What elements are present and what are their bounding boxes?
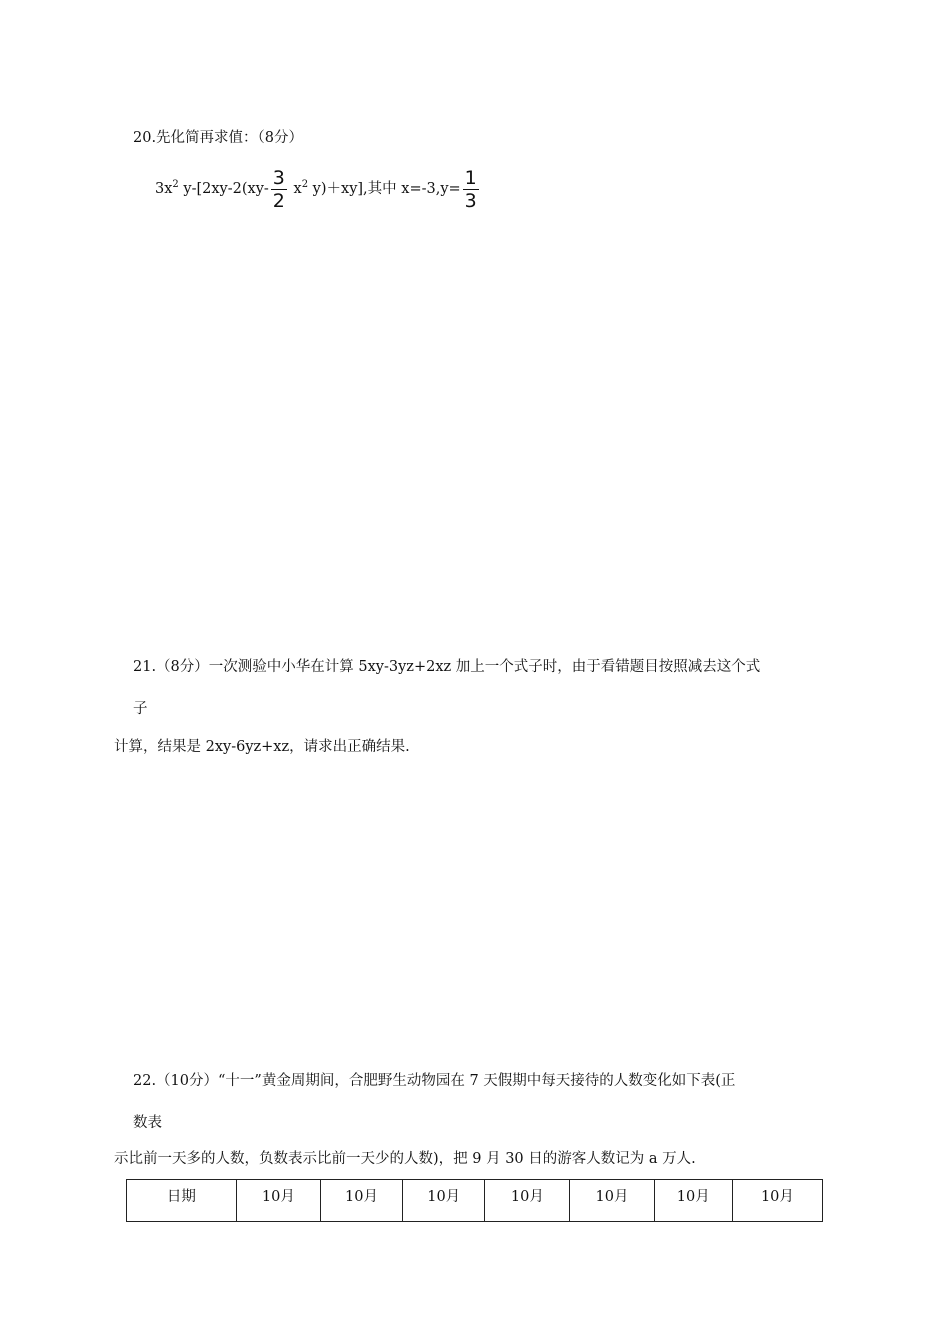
table-header-cell: 10月 [403,1180,485,1222]
table-header-cell: 10月 [654,1180,732,1222]
table-header-cell: 10月 [732,1180,822,1222]
fraction-numerator: 1 [464,166,477,189]
fraction-numerator: 3 [272,166,285,189]
fraction-denominator: 2 [272,189,285,212]
fraction-denominator: 3 [464,189,477,212]
question-20-expression [155,162,481,212]
table-header-cell: 日期 [127,1180,237,1222]
question-22-line-1: 22.（10分）“十一”黄金周期间，合肥野生动物园在 7 天假期中每天接待的人数变化如下表(正 [133,1073,736,1089]
expr-superscript-1: 2 [172,179,179,190]
fraction-one-third [463,167,479,212]
table-header-cell: 10月 [570,1180,654,1222]
table-header-row [127,1180,823,1222]
visitor-change-table [126,1179,823,1222]
question-20-heading: 20.先化简再求值：（8分） [133,130,304,146]
table-header-cell: 10月 [236,1180,320,1222]
fraction-three-halves [271,167,287,212]
table-header-cell: 10月 [485,1180,570,1222]
question-21-line-1: 21.（8分）一次测验中小华在计算 5xy-3yz+2xz 加上一个式子时，由于看错题目按照减去这个式 [133,659,761,675]
question-21-line-2: 子 [133,701,148,717]
question-22-line-2: 数表 [133,1115,162,1131]
table-header-cell: 10月 [320,1180,402,1222]
question-21-line-3: 计算，结果是 2xy-6yz+xz，请求出正确结果. [114,739,410,755]
expr-part-d: y)＋xy],其中 x=-3,y= [308,181,461,197]
expr-part-a: 3x [155,181,173,197]
question-22-line-3: 示比前一天多的人数，负数表示比前一天少的人数)，把 9 月 30 日的游客人数记为 a 万人. [114,1151,696,1167]
expr-part-b: y-[2xy-2(xy- [178,181,269,197]
expr-superscript-2: 2 [301,179,309,190]
expr-part-c: x [288,181,302,197]
